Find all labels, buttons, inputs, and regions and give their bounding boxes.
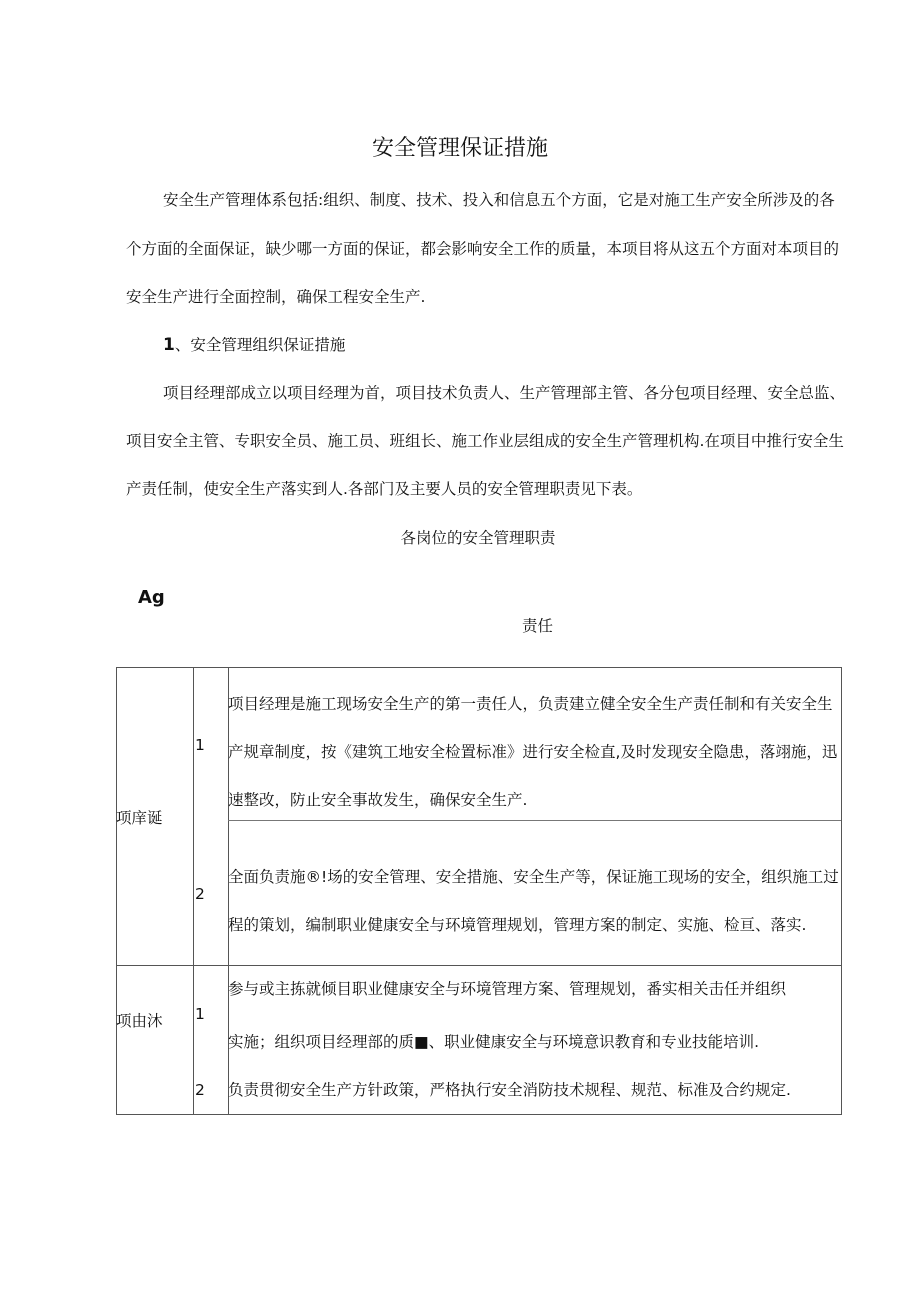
duty-line: 实施；组织项目经理部的质■、职业健康安全与环境意识教育和专业技能培训. xyxy=(228,1033,760,1051)
item-number: 2 xyxy=(195,1081,205,1099)
duty-line: 速整改，防止安全事故发生，确保安全生产. xyxy=(228,791,528,809)
section-title: 、安全管理组织保证措施 xyxy=(174,336,346,354)
table-caption: 各岗位的安全管理职责 xyxy=(400,529,556,547)
stray-label: Ag xyxy=(138,587,165,608)
item-number: 2 xyxy=(195,885,205,903)
paragraph-line: 安全生产管理体系包括:组织、制度、技术、投入和信息五个方面，它是对施工生产安全所涉及的各 xyxy=(163,191,835,209)
duty-line: 项目经理是施工现场安全生产的第一责任人，负责建立健全安全生产责任制和有关安全生 xyxy=(228,695,833,713)
paragraph-line: 个方面的全面保证，缺少哪一方面的保证，都会影响安全工作的质量，本项目将从这五个方面对本项目的 xyxy=(126,240,840,258)
role-cell: 项庠诞 xyxy=(116,809,163,827)
role-cell: 项由沐 xyxy=(116,1012,163,1030)
paragraph-line: 项目经理部成立以项目经理为首，项目技术负责人、生产管理部主管、各分包项目经理、安全总监、 xyxy=(163,384,846,402)
item-number: 1 xyxy=(195,736,205,754)
duty-line: 产规章制度，按《建筑工地安全检置标准》进行安全检直,及时发现安全隐患，落翊施，迅 xyxy=(228,743,838,761)
duty-line: 负责贯彻安全生产方针政策，严格执行安全消防技术规程、规范、标准及合约规定. xyxy=(228,1081,791,1099)
duty-line: 参与或主拣就倾目职业健康安全与环境管理方案、管理规划，番实相关击任并组织 xyxy=(228,980,787,998)
divider xyxy=(193,667,194,1115)
section-number: 1 xyxy=(163,335,175,355)
paragraph-line: 项目安全主管、专职安全员、施工员、班组长、施工作业层组成的安全生产管理机构.在项目中推行安全生 xyxy=(126,432,844,450)
paragraph-line: 产责任制，使安全生产落实到人.各部门及主要人员的安全管理职责见下表。 xyxy=(126,480,643,498)
column-header: 责任 xyxy=(522,617,554,635)
page-title: 安全管理保证措施 xyxy=(371,136,548,161)
item-number: 1 xyxy=(195,1005,205,1023)
divider xyxy=(228,820,841,821)
duty-line: 全面负责施®!场的安全管理、安全措施、安全生产等，保证施工现场的安全，组织施工过 xyxy=(228,868,839,886)
divider xyxy=(116,965,842,966)
paragraph-line: 安全生产进行全面控制，确保工程安全生产. xyxy=(126,288,426,306)
duty-line: 程的策划，编制职业健康安全与环境管理规划，管理方案的制定、实施、检亘、落实. xyxy=(228,916,807,934)
section-heading xyxy=(163,335,345,355)
